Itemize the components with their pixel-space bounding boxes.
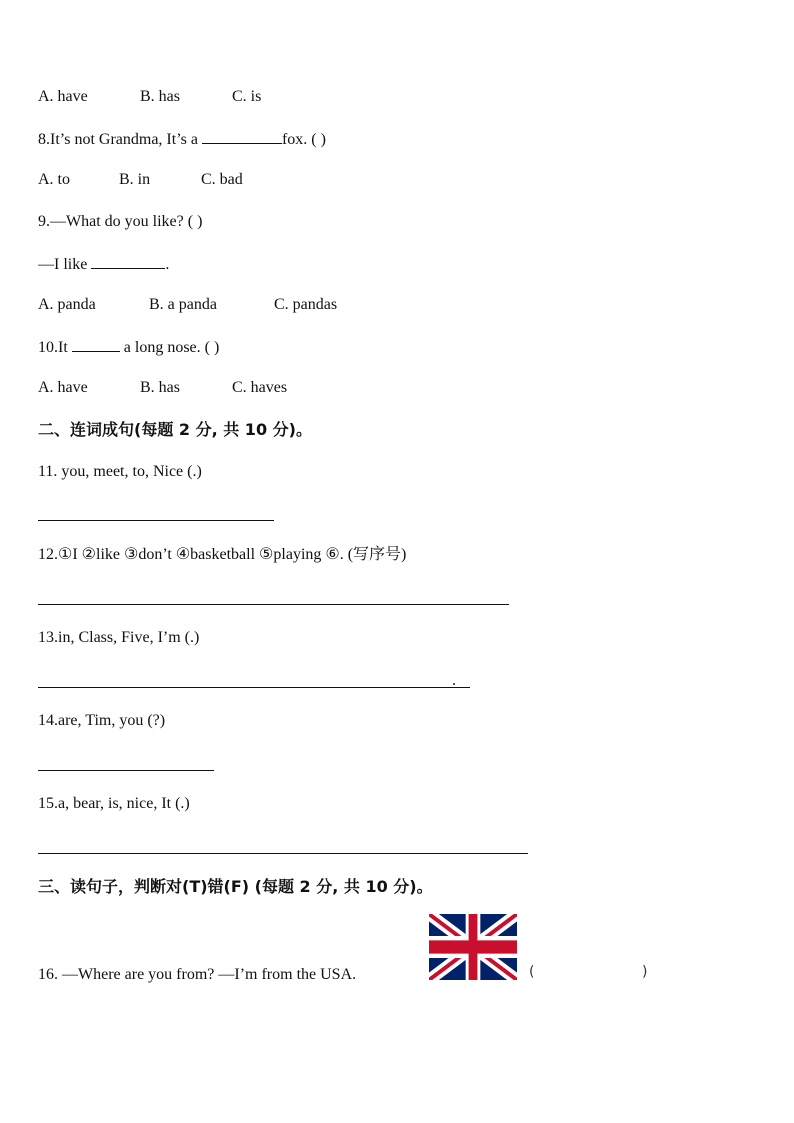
q8-text-before: 8.It’s not Grandma, It’s a [38, 131, 202, 148]
q12-question: 12.①I ②like ③don’t ④basketball ⑤playing ⑥. (写序号) [38, 546, 407, 563]
q10-options [38, 378, 287, 398]
q7-option-a: A. have [38, 88, 88, 105]
q13-end-mark: . [452, 672, 456, 689]
q16-paren-open: ( [529, 964, 535, 980]
q10-answer-blank[interactable] [72, 337, 120, 352]
q7-options [38, 87, 261, 107]
q14-question: 14.are, Tim, you (?) [38, 712, 166, 729]
q15-question: 15.a, bear, is, nice, It (.) [38, 795, 190, 812]
q10-question [38, 337, 219, 358]
q11-answer-line[interactable] [38, 520, 274, 521]
q9-options [38, 295, 337, 315]
section-2-heading: 二、连词成句(每题 2 分, 共 10 分)。 [38, 420, 312, 439]
q8-question [38, 129, 326, 150]
q13-answer-line[interactable] [38, 687, 470, 688]
q15-answer-line[interactable] [38, 853, 528, 854]
q9-question: 9.—What do you like? ( ) [38, 213, 203, 230]
q7-option-b: B. has [140, 88, 180, 105]
q16-question: 16. —Where are you from? —I’m from the USA. [38, 966, 357, 983]
q16-paren-close: ) [642, 964, 648, 980]
q9-answer-line [38, 254, 169, 275]
q13-question: 13.in, Class, Five, I’m (.) [38, 629, 200, 646]
q10-option-a: A. have [38, 379, 88, 396]
section-3-heading: 三、读句子，判断对(T)错(F) (每题 2 分, 共 10 分)。 [38, 877, 433, 896]
q8-text-after: fox. ( ) [281, 131, 326, 148]
q12-answer-line[interactable] [38, 604, 509, 605]
q8-option-b: B. in [119, 171, 151, 188]
q10-option-b: B. has [140, 379, 180, 396]
q8-options [38, 170, 243, 190]
union-jack-flag-icon [429, 914, 517, 980]
q9-answer-before: —I like [38, 256, 92, 273]
q9-answer-after: . [165, 256, 170, 273]
q8-option-a: A. to [38, 171, 70, 188]
q10-option-c: C. haves [232, 379, 288, 396]
q9-answer-blank[interactable] [91, 254, 165, 269]
q9-option-a: A. panda [38, 296, 96, 313]
q8-option-c: C. bad [201, 171, 243, 188]
q8-answer-blank[interactable] [202, 129, 282, 144]
q14-answer-line[interactable] [38, 770, 214, 771]
q11-question: 11. you, meet, to, Nice (.) [38, 463, 202, 480]
q10-text-after: a long nose. ( ) [119, 339, 220, 356]
q9-option-b: B. a panda [149, 296, 217, 313]
q10-text-before: 10.It [38, 339, 72, 356]
q7-option-c: C. is [232, 88, 262, 105]
q9-option-c: C. pandas [274, 296, 338, 313]
